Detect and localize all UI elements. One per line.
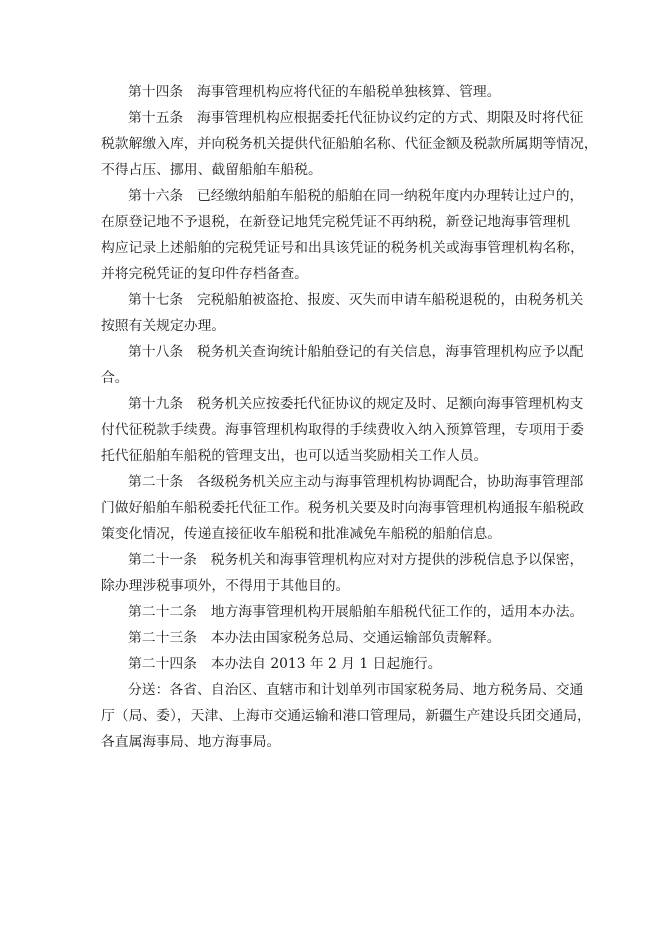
- article-paragraph: [101, 547, 584, 599]
- article-paragraph: [101, 339, 584, 391]
- text-line: 合。: [101, 370, 129, 386]
- article-paragraph: [101, 469, 584, 547]
- article-paragraph: [101, 79, 563, 105]
- text-line: 第二十四条 本办法自 2013 年 2 月 1 日起施行。: [128, 656, 442, 672]
- document-body: [101, 79, 598, 755]
- text-line: 策变化情况，传递直接征收车船税和批准减免车船税的船舶信息。: [101, 526, 502, 542]
- article-paragraph: [101, 391, 584, 469]
- text-line: 第十五条 海事管理机构应根据委托代征协议约定的方式、期限及时将代征: [128, 110, 584, 126]
- text-line: 除办理涉税事项外，不得用于其他目的。: [101, 578, 350, 594]
- distribution-paragraph: [101, 677, 591, 755]
- text-line: 第十四条 海事管理机构应将代征的车船税单独核算、管理。: [128, 84, 501, 100]
- text-line: 税款解缴入库，并向税务机关提供代征船舶名称、代征金额及税款所属期等情况，: [101, 136, 598, 152]
- text-line: 第二十二条 地方海事管理机构开展船舶车船税代征工作的，适用本办法。: [128, 604, 584, 620]
- text-line: 第二十条 各级税务机关应主动与海事管理机构协调配合，协助海事管理部: [128, 474, 584, 490]
- text-line: 不得占压、挪用、截留船舶车船税。: [101, 162, 322, 178]
- article-paragraph: [101, 599, 584, 625]
- text-line: 付代征税款手续费。海事管理机构取得的手续费收入纳入预算管理，专项用于委: [101, 422, 584, 438]
- text-line: 门做好船舶车船税委托代征工作。税务机关要及时向海事管理机构通报车船税政: [101, 500, 584, 516]
- text-line: 构应记录上述船舶的完税凭证号和出具该凭证的税务机关或海事管理机构名称，: [101, 240, 584, 256]
- article-paragraph: [101, 287, 584, 339]
- article-paragraph: [101, 651, 563, 677]
- text-line: 第十六条 已经缴纳船舶车船税的船舶在同一纳税年度内办理转让过户的，: [128, 188, 584, 204]
- text-line: 第十七条 完税船舶被盗抢、报废、灭失而申请车船税退税的，由税务机关: [128, 292, 584, 308]
- text-line: 第二十三条 本办法由国家税务总局、交通运输部负责解释。: [128, 630, 501, 646]
- text-line: 第十八条 税务机关查询统计船舶登记的有关信息，海事管理机构应予以配: [128, 344, 584, 360]
- text-line: 并将完税凭证的复印件存档备查。: [101, 266, 308, 282]
- text-line: 在原登记地不予退税，在新登记地凭完税凭证不再纳税，新登记地海事管理机: [101, 214, 571, 230]
- text-line: 分送：各省、自治区、直辖市和计划单列市国家税务局、地方税务局、交通: [128, 682, 584, 698]
- article-paragraph: [101, 183, 584, 287]
- article-paragraph: [101, 625, 563, 651]
- text-line: 第二十一条 税务机关和海事管理机构应对对方提供的涉税信息予以保密，: [128, 552, 584, 568]
- text-line: 厅（局、委），天津、上海市交通运输和港口管理局，新疆生产建设兵团交通局，: [101, 708, 591, 724]
- text-line: 按照有关规定办理。: [101, 318, 226, 334]
- text-line: 各直属海事局、地方海事局。: [101, 734, 281, 750]
- text-line: 第十九条 税务机关应按委托代征协议的规定及时、足额向海事管理机构支: [128, 396, 584, 412]
- text-line: 托代征船舶车船税的管理支出，也可以适当奖励相关工作人员。: [101, 448, 488, 464]
- article-paragraph: [101, 105, 598, 183]
